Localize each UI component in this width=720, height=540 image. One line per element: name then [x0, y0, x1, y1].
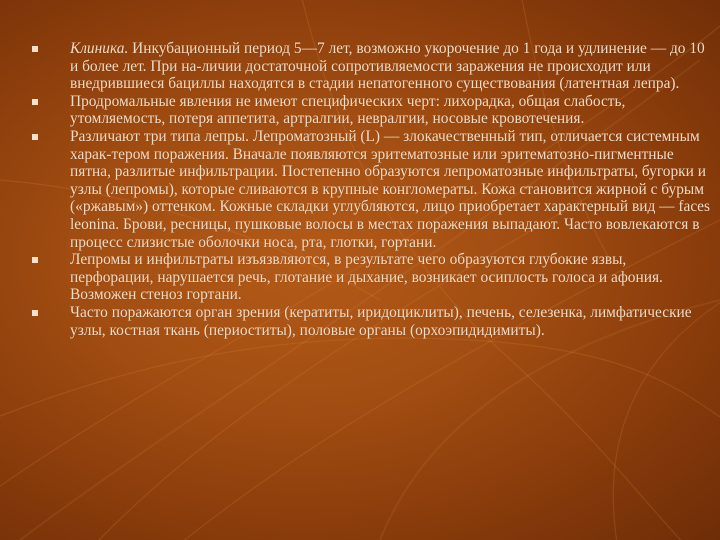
item-text: Различают три типа лепры. Лепроматозный (L) — злокачественный тип, отличается системным харак-тером поражения. Вначале появляются эритематозные или эритематозно-пигментные пятна, разлитые инфильтрации. Постепенно образуются лепроматозные инфильтраты, бугорки и узлы (лепромы), которые сливаются в крупные конгломераты. Кожа становится жирной с бурым («ржавым») оттенком. Кожные складки углубляются, лицо приобретает характерный вид — faces leonina. Брови, ресницы, пушковые волосы в местах поражения выпадают. Часто вовлекаются в процесс слизистые оболочки носа, рта, глотки, гортани.	[70, 127, 711, 251]
list-item	[30, 128, 710, 251]
list-item	[30, 40, 710, 93]
item-text: Лепромы и инфильтраты изъязвляются, в результате чего образуются глубокие язвы, перфорации, нарушается речь, глотание и дыхание, возникает осиплость голоса и афония. Возможен стеноз гортани.	[70, 251, 663, 304]
item-text: Часто поражаются орган зрения (кератиты, иридоциклиты), печень, селезенка, лимфатические узлы, костная ткань (периоститы), половые органы (орхоэпидидимиты).	[70, 303, 692, 339]
list-item	[30, 93, 710, 128]
slide-body	[30, 40, 710, 339]
item-text: Инкубационный период 5—7 лет, возможно укорочение до 1 года и удлинение — до 10 и более лет. При на-личии достаточной сопротивляемости заражения не происходит или внедрившиеся бациллы находятся в стадии непатогенного существования (латентная лепра).	[70, 40, 705, 93]
list-item	[30, 304, 710, 339]
square-bullet-icon	[32, 46, 38, 52]
square-bullet-icon	[32, 257, 38, 263]
square-bullet-icon	[32, 310, 38, 316]
list-item	[30, 251, 710, 304]
item-text: Продромальные явления не имеют специфических черт: лихорадка, общая слабость, утомляемость, потеря аппетита, артралгии, невралгии, носовые кровотечения.	[70, 92, 626, 128]
bullet-list	[30, 40, 710, 339]
square-bullet-icon	[32, 134, 38, 140]
square-bullet-icon	[32, 99, 38, 105]
item-lead: Клиника.	[70, 40, 129, 57]
